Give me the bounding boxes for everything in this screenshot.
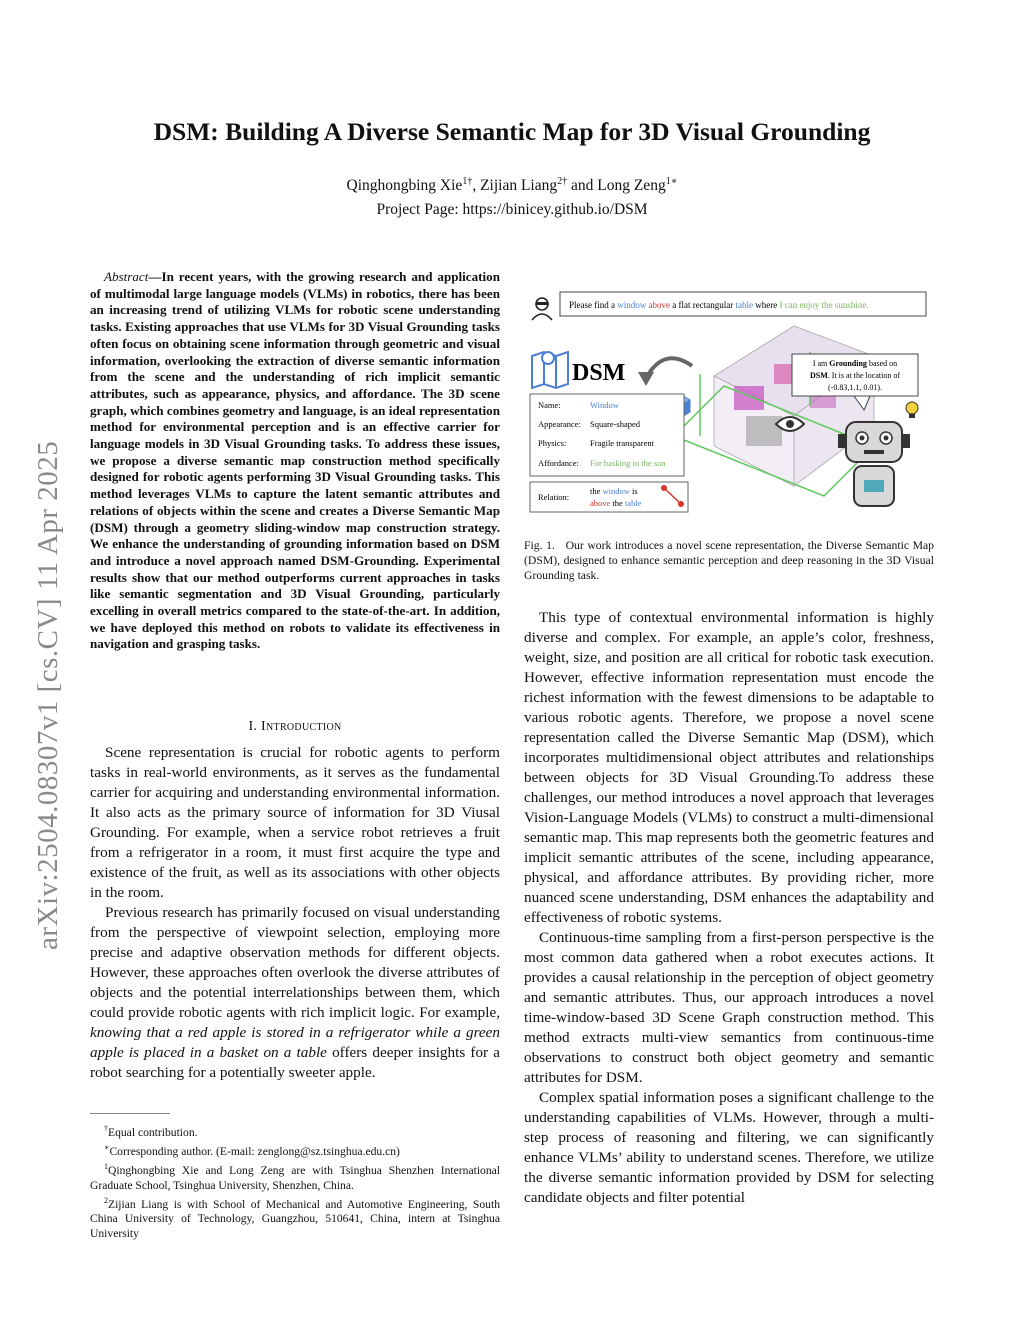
- robot-line2-post: . It is at the location of: [827, 371, 900, 380]
- footnote-rule: [90, 1113, 170, 1114]
- author-1-mark: 1†: [462, 176, 473, 187]
- author-and: and: [570, 177, 594, 195]
- intro-paragraph-2: [90, 903, 500, 1083]
- query-sun: I can enjoy the sunshine.: [779, 300, 869, 310]
- intro-p2-italic: knowing that a red apple is stored in a refrigerator while a green apple is placed in a basket on a table: [90, 1024, 500, 1061]
- footnote-1: [90, 1121, 500, 1140]
- attr-affordance-value: For basking in the sun: [590, 458, 666, 468]
- query-table: table: [735, 300, 753, 310]
- attr-appearance-label: Appearance:: [538, 419, 581, 429]
- query-text: [569, 300, 869, 310]
- robot-line1-post: based on: [868, 359, 898, 368]
- attr-physics-value: Fragile transparent: [590, 438, 654, 448]
- figure-1-caption: [524, 538, 934, 583]
- query-window: window: [617, 300, 647, 310]
- rel-the1: the: [590, 486, 601, 496]
- robot-line1-pre: I am: [812, 359, 828, 368]
- footnote-4: [90, 1193, 500, 1242]
- paper-title: DSM: Building A Diverse Semantic Map for 3D Visual Grounding: [153, 117, 871, 146]
- dsm-label: DSM: [572, 360, 626, 386]
- caption-label: Fig. 1.: [524, 539, 555, 552]
- attr-name-label: Name:: [538, 400, 561, 410]
- attr-appearance-value: Square-shaped: [590, 419, 641, 429]
- footnote-4-mark: 2: [104, 1195, 108, 1205]
- query-above: above: [648, 300, 670, 310]
- caption-text: Our work introduces a novel scene representation, the Diverse Semantic Map (DSM), designed to enhance semantic perception and deep reasoning in the 3D Visual Grounding task.: [524, 539, 935, 582]
- introduction-body: [90, 743, 500, 1083]
- author-3: Long Zeng: [597, 177, 666, 195]
- scene-3d-illustration: [674, 326, 874, 496]
- footnote-2-text: Corresponding author. (E-mail: zenglong@sz.tsinghua.edu.cn): [109, 1144, 400, 1158]
- author-2-mark: 2†: [557, 176, 568, 187]
- relation-line-2: [590, 498, 642, 508]
- project-page-link[interactable]: Project Page: https://binicey.github.io/DSM: [376, 201, 648, 218]
- author-1: Qinghongbing Xie: [346, 177, 463, 195]
- figure-1: [524, 286, 934, 516]
- lightbulb-icon: [906, 402, 918, 418]
- author-2: Zijian Liang: [480, 177, 558, 195]
- abstract: [90, 269, 500, 653]
- footnote-1-text: Equal contribution.: [108, 1125, 198, 1139]
- intro-p2-end: offers deeper insights for a robot searching for a potentially sweeter apple.: [90, 1044, 501, 1081]
- right-column-body: [524, 608, 934, 1208]
- curved-arrow-icon: [646, 358, 692, 378]
- attr-name-value: Window: [590, 400, 619, 410]
- author-3-mark: 1∗: [665, 176, 678, 187]
- relation-label: Relation:: [538, 492, 570, 502]
- right-paragraph-3: Complex spatial information poses a significant challenge to the understanding capabilities of VLMs. However, through a multi-step process of reasoning and filtering, we can significantly enhance VLMs’ ability to understand scenes. Therefore, we utilize the diverse semantic information provided by DSM for selecting candidate objects and filter potential: [524, 1089, 934, 1206]
- footnote-3-text: Qinghongbing Xie and Long Zeng are with Tsinghua Shenzhen International Graduate School, Tsinghua University, Shenzhen, China.: [90, 1163, 500, 1192]
- robot-line2-bold: DSM: [810, 371, 828, 380]
- robot-line1-bold: Grounding: [829, 359, 867, 368]
- rel-the2: the: [612, 498, 623, 508]
- rel-window: window: [602, 486, 630, 496]
- relation-line-1: [590, 486, 638, 496]
- map-icon: [532, 352, 568, 388]
- query-mid: a flat rectangular: [672, 300, 734, 310]
- user-icon: [532, 298, 552, 320]
- robot-line-3: (-0.83,1.1, 0.01).: [828, 383, 882, 392]
- footnote-4-text: Zijian Liang is with School of Mechanical and Automotive Engineering, South China University of Technology, Guangzhou, 510641, China, intern at Tsinghua University: [90, 1197, 500, 1241]
- right-paragraph-2: Continuous-time sampling from a first-person perspective is the most common data gathered when a robot executes actions. It provides a causal relationship in the perception of object geometry and semantic attributes. Thus, our approach introduces a novel time-window-based 3D Scene Graph construction method. This method extracts multi-view semantics from continuous-time observations to construct both object geometry and semantic attributes for DSM.: [524, 929, 934, 1086]
- footnotes: [90, 1121, 500, 1241]
- right-paragraph-1: This type of contextual environmental information is highly diverse and complex. For example, an apple’s color, freshness, weight, size, and position are all critical for robotic task execution. However, effective information representation must encode the richest information with the fewest dimensions to be adaptable to various robotic agents. Therefore, we propose a novel scene representation called the Diverse Semantic Map (DSM), which incorporates multidimensional object attributes and relationships between objects for 3D Visual Grounding.To address these challenges, our method introduces a novel approach that leverages Vision-Language Models (VLMs) to construct a multi-dimensional semantic map. This map represents both the geometric features and implicit semantic attributes of the scene, including appearance, physical, and affordance attributes. By providing richer, more nuanced scene understanding, DSM enhances the adaptability and effectiveness of robotic systems.: [524, 609, 934, 926]
- robot-icon: [838, 422, 910, 506]
- robot-line-1: [813, 359, 897, 368]
- arxiv-stamp: arXiv:2504.08307v1 [cs.CV] 11 Apr 2025: [32, 440, 64, 950]
- abstract-text: In recent years, with the growing research and application of multimodal large language models (VLMs) in robotics, there has been an increasing trend of utilizing VLMs for robotic scene understanding tasks. Existing approaches that use VLMs for 3D Visual Grounding tasks often focus on obtaining scene information through geometric and visual information, overlooking the extraction of diverse semantic information from the scene and the understanding of rich implicit semantic attributes, such as appearance, physics, and affordance. The 3D scene graph, which combines geometry and language, is an ideal representation method for environmental perception and is an effective carrier for language models in 3D Visual Grounding tasks. To address these issues, we propose a diverse semantic map construction method specifically designed for robotic agents performing 3D Visual Grounding tasks. This method leverages VLMs to capture the latent semantic attributes and relations of objects within the scene and creates a Diverse Semantic Map (DSM) through a geometry sliding-window map construction strategy. We enhance the understanding of grounding information based on DSM and introduce a novel approach named DSM-Grounding. Experimental results show that our method outperforms current approaches in tasks like semantic segmentation and 3D Visual Grounding, particularly excelling in overall metrics compared to the state-of-the-art. In addition, we have deployed this method on robots to validate its effectiveness in navigation and grasping tasks.: [90, 269, 500, 652]
- footnote-2: [90, 1140, 500, 1159]
- arrow-head-icon: [638, 372, 654, 386]
- abstract-label: Abstract: [104, 269, 149, 284]
- intro-p2-start: Previous research has primarily focused on visual understanding from the perspective of viewpoint selection, employing more precise and adaptive observation methods for different objects. However, these approaches often overlook the diverse attributes of objects and the potential interrelationships between them, which could provide robotic agents with rich implicit logic. For example,: [90, 904, 500, 1021]
- query-pre: Please find a: [569, 300, 615, 310]
- section-number: I.: [248, 719, 258, 734]
- query-where: where: [755, 300, 778, 310]
- section-heading-introduction: [90, 719, 500, 735]
- intro-paragraph-1: Scene representation is crucial for robotic agents to perform tasks in real-world environments, as it serves as the fundamental carrier for acquiring and understanding environmental information. It also acts as the primary source of information for 3D Viusal Grounding. For example, when a service robot retrieves a fruit from a refrigerator in a room, it must first acquire the type and existence of the fruit, as well as its associations with other objects in the room.: [90, 744, 500, 901]
- rel-is: is: [632, 486, 638, 496]
- abstract-dash: —: [148, 269, 162, 284]
- footnote-1-mark: †: [104, 1124, 108, 1133]
- author-line: Qinghongbing Xie$^{1\dagger}$, Zijian Liang$^{2\dagger}$ and Long Zeng$^{1∗}$: [346, 176, 678, 195]
- rel-above: above: [590, 498, 611, 508]
- attr-affordance-label: Affordance:: [538, 458, 579, 468]
- attr-physics-label: Physics:: [538, 438, 567, 448]
- section-title: Introduction: [261, 719, 342, 734]
- rel-table: table: [624, 498, 642, 508]
- figure-1-svg: [524, 286, 934, 516]
- footnote-2-mark: ∗: [104, 1142, 110, 1152]
- footnote-3: [90, 1159, 500, 1193]
- footnote-3-mark: 1: [104, 1161, 108, 1171]
- robot-line-2: [810, 371, 900, 380]
